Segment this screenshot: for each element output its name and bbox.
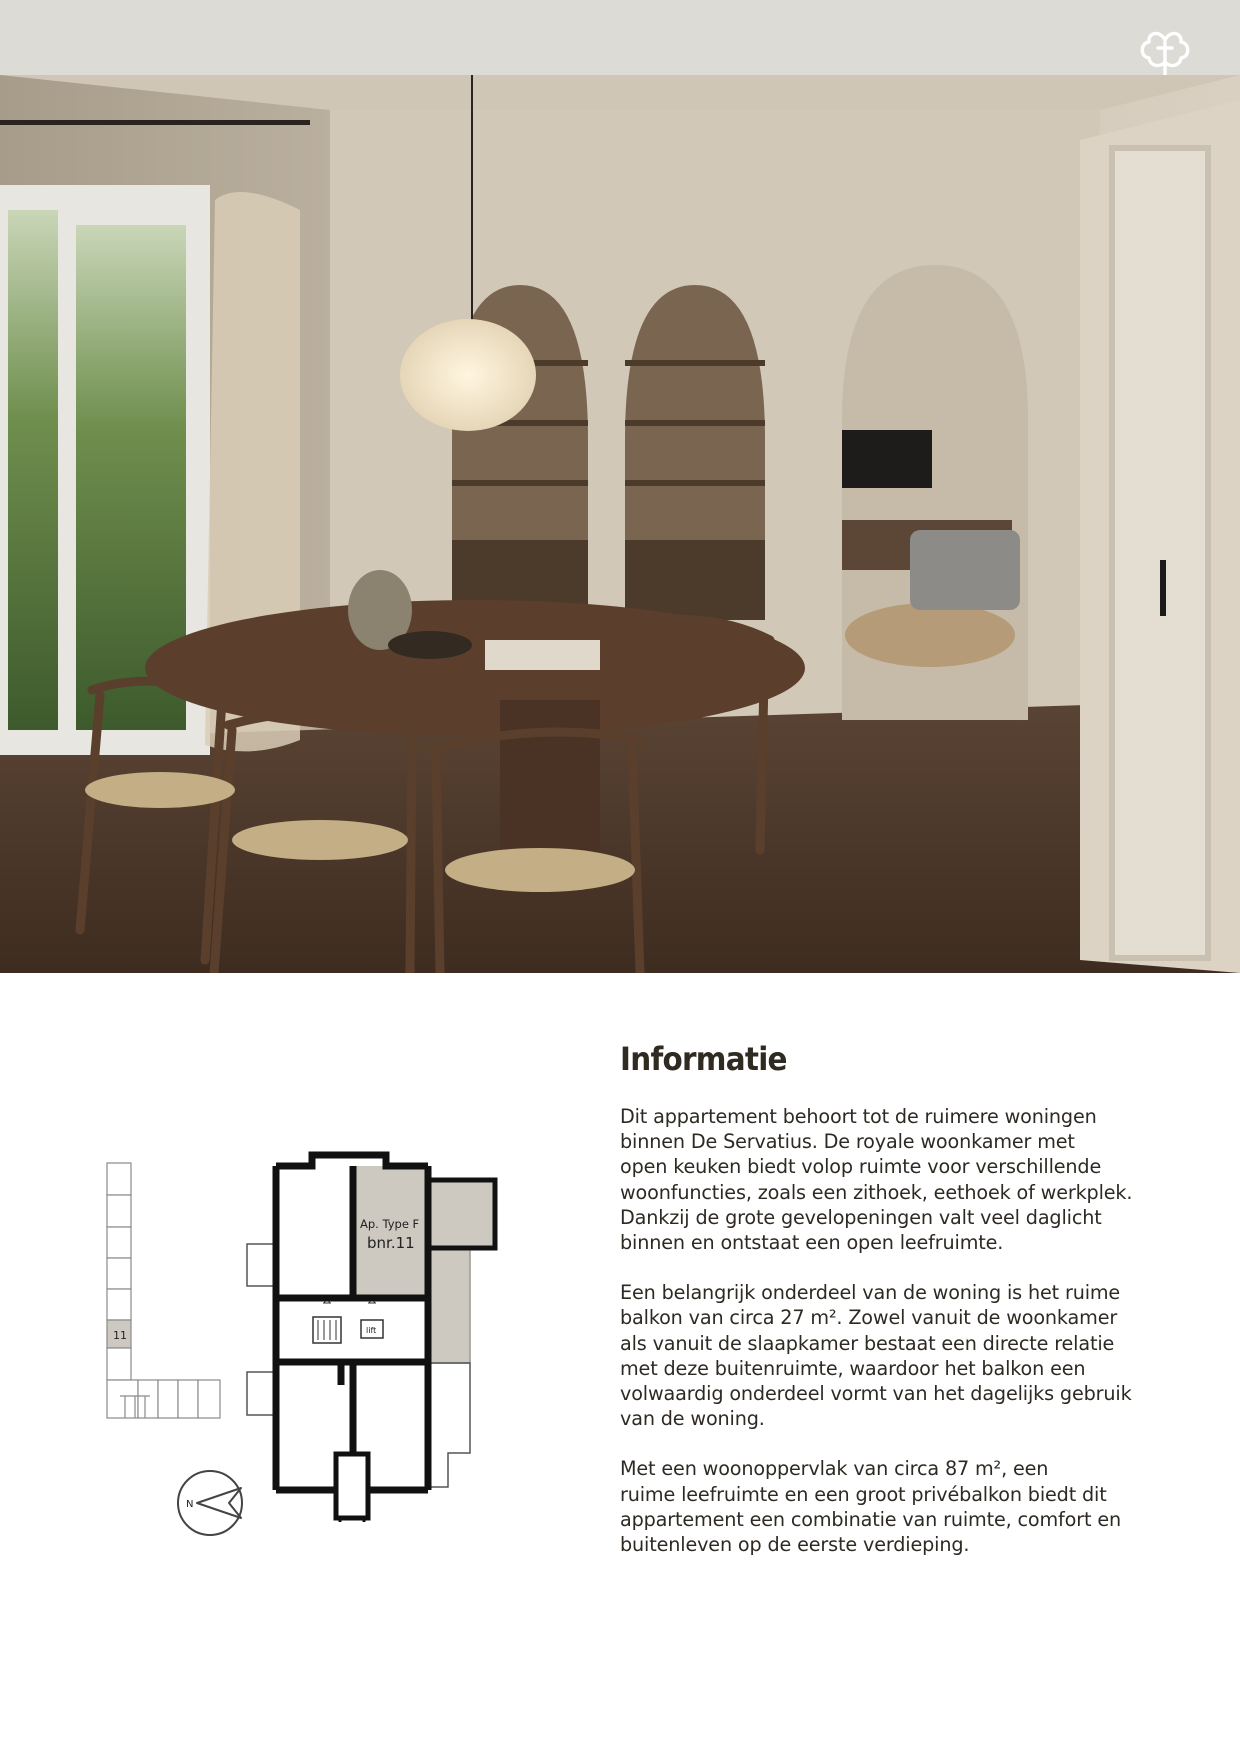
info-line: binnen De Servatius. De royale woonkamer met: [620, 1130, 1075, 1154]
unit-number-label: bnr.11: [367, 1234, 415, 1252]
info-line: met deze buitenruimte, waardoor het balkon een: [620, 1356, 1086, 1380]
info-title: Informatie: [620, 1040, 787, 1078]
info-line: ruime leefruimte en een groot privébalkon biedt dit: [620, 1482, 1107, 1506]
info-paragraph: [620, 1456, 1190, 1557]
lift-label: lift: [366, 1326, 377, 1335]
info-paragraph: [620, 1280, 1190, 1431]
info-line: open keuken biedt volop ruimte voor verschillende: [620, 1155, 1102, 1179]
info-body: [620, 1104, 1190, 1582]
north-arrow-icon: [178, 1471, 242, 1535]
info-line: als vanuit de slaapkamer bestaat een directe relatie: [620, 1331, 1115, 1355]
info-line: appartement een combinatie van ruimte, comfort en: [620, 1507, 1121, 1531]
unit-type-label: Ap. Type F: [360, 1217, 420, 1231]
info-line: woonfuncties, zoals een zithoek, eethoek of werkplek.: [620, 1180, 1133, 1204]
info-line: volwaardig onderdeel vormt van het dagelijks gebruik: [620, 1382, 1132, 1406]
svg-text:N: N: [186, 1499, 194, 1510]
top-header-band: [0, 0, 1240, 75]
info-line: Dit appartement behoort tot de ruimere woningen: [620, 1105, 1097, 1128]
info-line: Dankzij de grote gevelopeningen valt veel daglicht: [620, 1205, 1102, 1229]
floorplan: [100, 1140, 520, 1550]
info-line: Met een woonoppervlak van circa 87 m², een: [620, 1457, 1049, 1481]
info-line: balkon van circa 27 m². Zowel vanuit de woonkamer: [620, 1306, 1118, 1330]
info-line: buitenleven op de eerste verdieping.: [620, 1533, 970, 1557]
key-plan: [107, 1163, 220, 1418]
info-paragraph: [620, 1104, 1190, 1255]
dining-room-photo: [0, 75, 1240, 973]
unit-highlight: [353, 1166, 428, 1298]
key-plan-number: 11: [113, 1329, 127, 1342]
info-line: binnen en ontstaat een open leefruimte.: [620, 1231, 1004, 1255]
info-line: Een belangrijk onderdeel van de woning is het ruime: [620, 1281, 1121, 1305]
info-line: van de woning.: [620, 1407, 765, 1431]
